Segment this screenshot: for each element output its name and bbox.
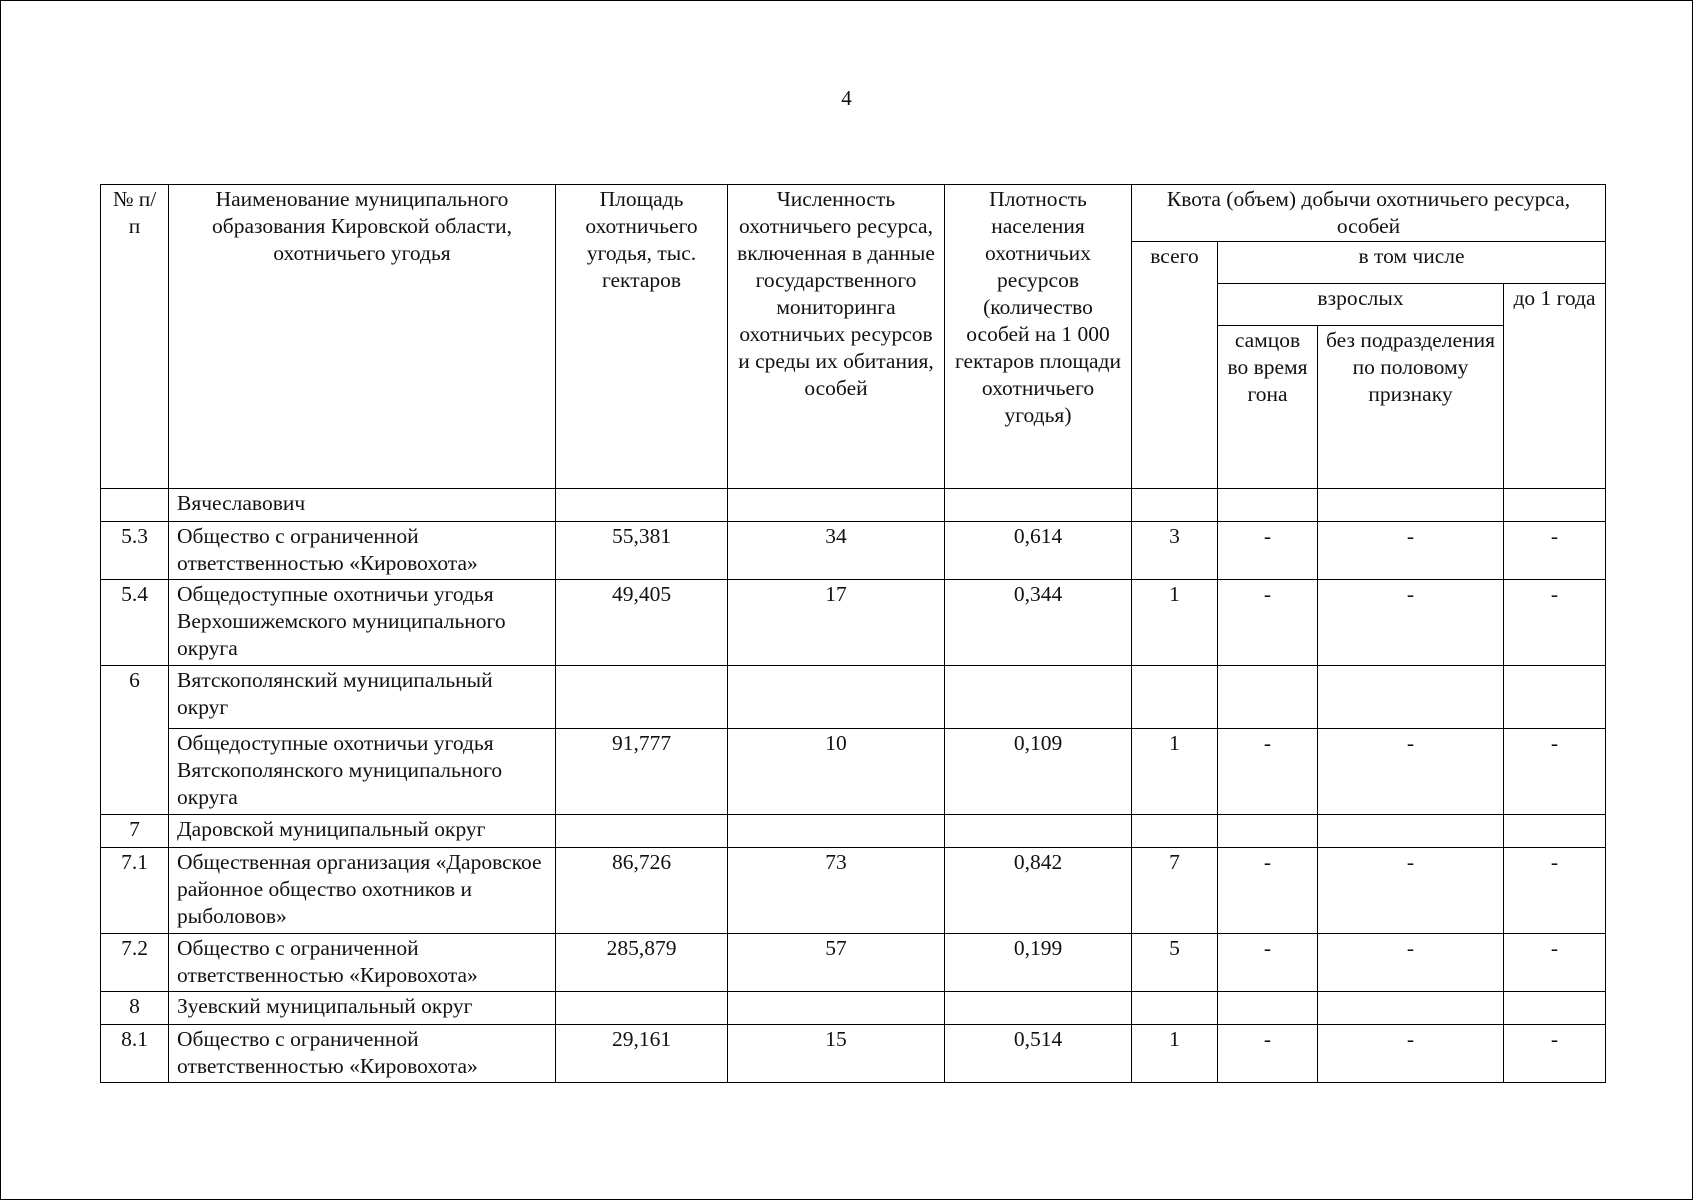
row-total (1132, 815, 1218, 848)
row-area: 29,161 (556, 1025, 728, 1083)
row-name: Зуевский муниципальный округ (169, 992, 556, 1025)
row-density: 0,514 (945, 1025, 1132, 1083)
row-total (1132, 489, 1218, 522)
row-area (556, 992, 728, 1025)
row-num: 7.1 (101, 848, 169, 934)
header-area: Площадь охотничьего угодья, тыс. гектаров (556, 185, 728, 489)
table-row (101, 934, 1606, 992)
row-num: 8 (101, 992, 169, 1025)
row-nosex (1318, 992, 1504, 1025)
row-density: 0,842 (945, 848, 1132, 934)
row-density (945, 666, 1132, 729)
row-under1: - (1504, 580, 1606, 666)
row-under1: - (1504, 522, 1606, 580)
row-density (945, 992, 1132, 1025)
row-area: 285,879 (556, 934, 728, 992)
row-total: 1 (1132, 580, 1218, 666)
row-nosex: - (1318, 848, 1504, 934)
header-adults: взрослых (1218, 284, 1504, 326)
row-name: Вятскополянский муниципальный округ (169, 666, 556, 729)
table-row (101, 666, 1606, 729)
row-males (1218, 489, 1318, 522)
row-area (556, 815, 728, 848)
row-total (1132, 666, 1218, 729)
header-males: самцов во время гона (1218, 326, 1318, 489)
row-nosex: - (1318, 1025, 1504, 1083)
table-row (101, 848, 1606, 934)
row-density: 0,614 (945, 522, 1132, 580)
row-nosex (1318, 489, 1504, 522)
row-count: 34 (728, 522, 945, 580)
row-num: 5.4 (101, 580, 169, 666)
row-total: 1 (1132, 729, 1218, 815)
row-nosex: - (1318, 522, 1504, 580)
row-name: Общество с ограниченной ответственностью «Кировохота» (169, 934, 556, 992)
row-males (1218, 992, 1318, 1025)
table-row (101, 522, 1606, 580)
row-nosex (1318, 666, 1504, 729)
row-area: 49,405 (556, 580, 728, 666)
row-count: 17 (728, 580, 945, 666)
row-name: Общедоступные охотничьи угодья Верхошижемского муниципального округа (169, 580, 556, 666)
table-row (101, 1025, 1606, 1083)
row-males: - (1218, 1025, 1318, 1083)
row-males: - (1218, 934, 1318, 992)
row-under1 (1504, 815, 1606, 848)
row-name: Общественная организация «Даровское районное общество охотников и рыболовов» (169, 848, 556, 934)
row-total: 3 (1132, 522, 1218, 580)
row-density (945, 489, 1132, 522)
row-under1: - (1504, 729, 1606, 815)
row-name: Общество с ограниченной ответственностью «Кировохота» (169, 1025, 556, 1083)
row-name: Общедоступные охотничьи угодья Вятскополянского муниципального округа (169, 729, 556, 815)
row-count (728, 992, 945, 1025)
row-density (945, 815, 1132, 848)
header-num: № п/п (101, 185, 169, 489)
row-num: 5.3 (101, 522, 169, 580)
row-count (728, 815, 945, 848)
row-nosex: - (1318, 934, 1504, 992)
row-area: 55,381 (556, 522, 728, 580)
row-under1: - (1504, 934, 1606, 992)
table-row (101, 815, 1606, 848)
row-males: - (1218, 729, 1318, 815)
row-under1 (1504, 992, 1606, 1025)
row-males (1218, 666, 1318, 729)
row-num: 8.1 (101, 1025, 169, 1083)
row-under1 (1504, 489, 1606, 522)
row-nosex: - (1318, 580, 1504, 666)
row-males: - (1218, 848, 1318, 934)
row-density: 0,109 (945, 729, 1132, 815)
page-number: 4 (841, 86, 852, 110)
header-name: Наименование муниципального образования Кировской области, охотничьего угодья (169, 185, 556, 489)
row-density: 0,199 (945, 934, 1132, 992)
table-row (101, 489, 1606, 522)
row-name: Вячеславович (169, 489, 556, 522)
row-males (1218, 815, 1318, 848)
header-under1: до 1 года (1504, 284, 1606, 489)
row-count: 15 (728, 1025, 945, 1083)
row-area (556, 666, 728, 729)
row-count (728, 489, 945, 522)
row-area: 86,726 (556, 848, 728, 934)
row-count: 10 (728, 729, 945, 815)
row-nosex: - (1318, 729, 1504, 815)
row-under1 (1504, 666, 1606, 729)
header-count: Численность охотничьего ресурса, включенная в данные государственного мониторинга охотничьих ресурсов и среды их обитания, особей (728, 185, 945, 489)
row-count: 73 (728, 848, 945, 934)
row-under1: - (1504, 1025, 1606, 1083)
row-total: 5 (1132, 934, 1218, 992)
row-num: 7.2 (101, 934, 169, 992)
quota-table (100, 184, 1606, 1083)
table-row (101, 729, 1606, 815)
row-nosex (1318, 815, 1504, 848)
row-area: 91,777 (556, 729, 728, 815)
header-density: Плотность населения охотничьих ресурсов (количество особей на 1 000 гектаров площади охотничьего угодья) (945, 185, 1132, 489)
row-under1: - (1504, 848, 1606, 934)
header-including: в том числе (1218, 242, 1606, 284)
row-num (101, 489, 169, 522)
header-quota: Квота (объем) добычи охотничьего ресурса, особей (1132, 185, 1606, 242)
row-males: - (1218, 580, 1318, 666)
row-num: 7 (101, 815, 169, 848)
row-males: - (1218, 522, 1318, 580)
table-row (101, 992, 1606, 1025)
header-total: всего (1132, 242, 1218, 489)
row-num: 6 (101, 666, 169, 815)
row-total: 1 (1132, 1025, 1218, 1083)
row-total: 7 (1132, 848, 1218, 934)
header-nosex: без подразделения по половому признаку (1318, 326, 1504, 489)
row-total (1132, 992, 1218, 1025)
row-name: Даровской муниципальный округ (169, 815, 556, 848)
row-density: 0,344 (945, 580, 1132, 666)
row-count: 57 (728, 934, 945, 992)
row-count (728, 666, 945, 729)
table-row (101, 580, 1606, 666)
row-area (556, 489, 728, 522)
row-name: Общество с ограниченной ответственностью «Кировохота» (169, 522, 556, 580)
